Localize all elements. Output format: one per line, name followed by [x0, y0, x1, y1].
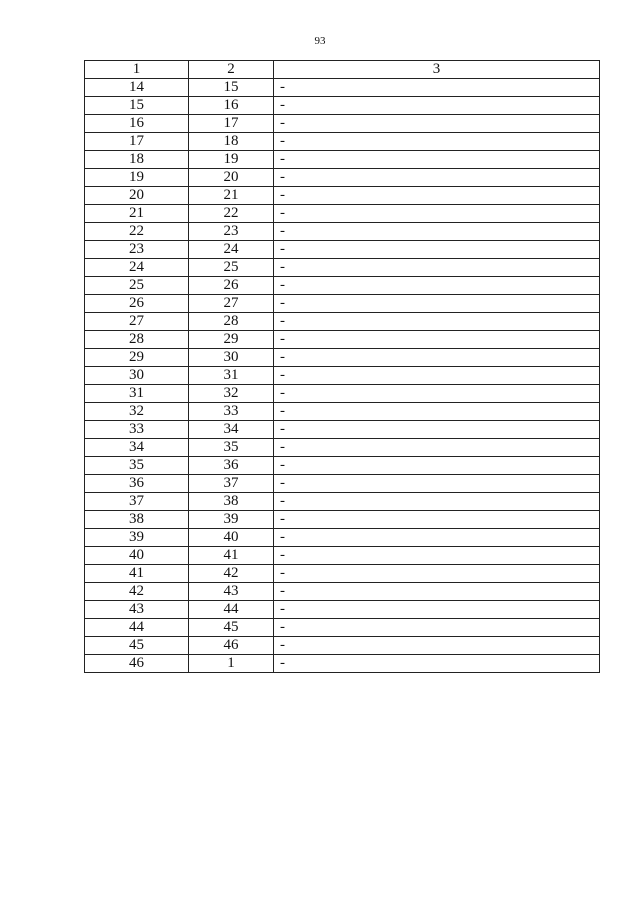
table-cell-col-3: - [274, 115, 600, 133]
table-row [85, 421, 600, 439]
table-cell-col-3: - [274, 457, 600, 475]
table-cell-col-1: 15 [85, 97, 189, 115]
table-cell-col-1: 31 [85, 385, 189, 403]
table-row [85, 637, 600, 655]
table-row [85, 583, 600, 601]
table-cell-col-1: 30 [85, 367, 189, 385]
table-cell-col-1: 40 [85, 547, 189, 565]
table-cell-col-1: 34 [85, 439, 189, 457]
table-cell-col-1: 45 [85, 637, 189, 655]
table-row [85, 565, 600, 583]
table-cell-col-2: 43 [189, 583, 274, 601]
table-cell-col-2: 24 [189, 241, 274, 259]
table-row [85, 79, 600, 97]
table-cell-col-2: 42 [189, 565, 274, 583]
table-cell-col-3: - [274, 529, 600, 547]
table-row [85, 115, 600, 133]
table-cell-col-2: 18 [189, 133, 274, 151]
table-cell-col-1: 22 [85, 223, 189, 241]
table-cell-col-2: 26 [189, 277, 274, 295]
table-cell-col-2: 27 [189, 295, 274, 313]
table-row [85, 529, 600, 547]
table-cell-col-3: - [274, 349, 600, 367]
table-cell-col-2: 33 [189, 403, 274, 421]
table-row [85, 385, 600, 403]
table-cell-col-2: 34 [189, 421, 274, 439]
table-row [85, 97, 600, 115]
table-cell-col-3: - [274, 187, 600, 205]
table-row [85, 475, 600, 493]
table-row [85, 655, 600, 673]
table-cell-col-1: 36 [85, 475, 189, 493]
table-cell-col-3: - [274, 151, 600, 169]
table-cell-col-1: 25 [85, 277, 189, 295]
table-cell-col-3: - [274, 565, 600, 583]
table-row [85, 151, 600, 169]
table-cell-col-2: 36 [189, 457, 274, 475]
table-cell-col-3: - [274, 547, 600, 565]
table-row [85, 187, 600, 205]
table-cell-col-2: 23 [189, 223, 274, 241]
table-cell-col-3: - [274, 655, 600, 673]
table-cell-col-1: 43 [85, 601, 189, 619]
table-cell-col-1: 39 [85, 529, 189, 547]
table-row [85, 547, 600, 565]
table-row [85, 439, 600, 457]
table-row [85, 277, 600, 295]
table-row [85, 349, 600, 367]
column-header-2: 2 [189, 61, 274, 79]
table-cell-col-1: 41 [85, 565, 189, 583]
table-cell-col-3: - [274, 277, 600, 295]
table-cell-col-2: 30 [189, 349, 274, 367]
table-cell-col-3: - [274, 223, 600, 241]
table-cell-col-3: - [274, 367, 600, 385]
table-cell-col-2: 38 [189, 493, 274, 511]
table-cell-col-1: 17 [85, 133, 189, 151]
table-row [85, 367, 600, 385]
table-cell-col-1: 33 [85, 421, 189, 439]
table-cell-col-1: 29 [85, 349, 189, 367]
table-row [85, 331, 600, 349]
table-cell-col-3: - [274, 241, 600, 259]
table-cell-col-2: 32 [189, 385, 274, 403]
table-cell-col-1: 32 [85, 403, 189, 421]
table-cell-col-1: 38 [85, 511, 189, 529]
table-row [85, 169, 600, 187]
table-cell-col-3: - [274, 97, 600, 115]
table-cell-col-3: - [274, 79, 600, 97]
table-cell-col-3: - [274, 205, 600, 223]
table-cell-col-2: 44 [189, 601, 274, 619]
table-cell-col-2: 15 [189, 79, 274, 97]
table-row [85, 295, 600, 313]
table-cell-col-2: 21 [189, 187, 274, 205]
table-cell-col-2: 25 [189, 259, 274, 277]
table-cell-col-3: - [274, 403, 600, 421]
table-row [85, 511, 600, 529]
table-cell-col-2: 20 [189, 169, 274, 187]
column-header-1: 1 [85, 61, 189, 79]
table-row [85, 259, 600, 277]
table-row [85, 241, 600, 259]
table-cell-col-3: - [274, 439, 600, 457]
table-cell-col-2: 41 [189, 547, 274, 565]
table-cell-col-1: 19 [85, 169, 189, 187]
table-body [85, 79, 600, 673]
table-cell-col-2: 37 [189, 475, 274, 493]
table-cell-col-3: - [274, 583, 600, 601]
table-cell-col-1: 35 [85, 457, 189, 475]
table-cell-col-2: 46 [189, 637, 274, 655]
table-cell-col-3: - [274, 421, 600, 439]
table-cell-col-3: - [274, 313, 600, 331]
table-row [85, 619, 600, 637]
table-cell-col-3: - [274, 295, 600, 313]
table-cell-col-3: - [274, 511, 600, 529]
table-cell-col-1: 16 [85, 115, 189, 133]
table-cell-col-1: 14 [85, 79, 189, 97]
table-cell-col-1: 20 [85, 187, 189, 205]
table-row [85, 601, 600, 619]
table-cell-col-3: - [274, 133, 600, 151]
table-cell-col-2: 28 [189, 313, 274, 331]
table-cell-col-2: 39 [189, 511, 274, 529]
table-row [85, 133, 600, 151]
table-cell-col-1: 28 [85, 331, 189, 349]
table-cell-col-2: 22 [189, 205, 274, 223]
table-cell-col-1: 26 [85, 295, 189, 313]
table-row [85, 493, 600, 511]
column-header-3: 3 [274, 61, 600, 79]
table-cell-col-3: - [274, 331, 600, 349]
table-cell-col-1: 27 [85, 313, 189, 331]
table-cell-col-1: 46 [85, 655, 189, 673]
table-cell-col-2: 40 [189, 529, 274, 547]
header-row [85, 61, 600, 79]
table-cell-col-2: 17 [189, 115, 274, 133]
data-table [84, 60, 600, 673]
table-header [85, 61, 600, 79]
table-cell-col-1: 42 [85, 583, 189, 601]
table-cell-col-1: 23 [85, 241, 189, 259]
table-cell-col-3: - [274, 601, 600, 619]
table-cell-col-1: 44 [85, 619, 189, 637]
table-cell-col-2: 29 [189, 331, 274, 349]
table-cell-col-3: - [274, 637, 600, 655]
table-cell-col-3: - [274, 385, 600, 403]
table-cell-col-1: 37 [85, 493, 189, 511]
table-cell-col-1: 21 [85, 205, 189, 223]
table-row [85, 223, 600, 241]
table-cell-col-1: 18 [85, 151, 189, 169]
table-cell-col-3: - [274, 259, 600, 277]
table-cell-col-2: 1 [189, 655, 274, 673]
table-cell-col-2: 35 [189, 439, 274, 457]
table-cell-col-2: 31 [189, 367, 274, 385]
table-cell-col-2: 16 [189, 97, 274, 115]
table-row [85, 457, 600, 475]
table-cell-col-3: - [274, 619, 600, 637]
table-row [85, 205, 600, 223]
table-cell-col-1: 24 [85, 259, 189, 277]
table-row [85, 403, 600, 421]
table-cell-col-3: - [274, 475, 600, 493]
table-cell-col-3: - [274, 169, 600, 187]
page-number: 93 [314, 35, 326, 47]
table-cell-col-2: 45 [189, 619, 274, 637]
table-row [85, 313, 600, 331]
table-cell-col-2: 19 [189, 151, 274, 169]
table-cell-col-3: - [274, 493, 600, 511]
